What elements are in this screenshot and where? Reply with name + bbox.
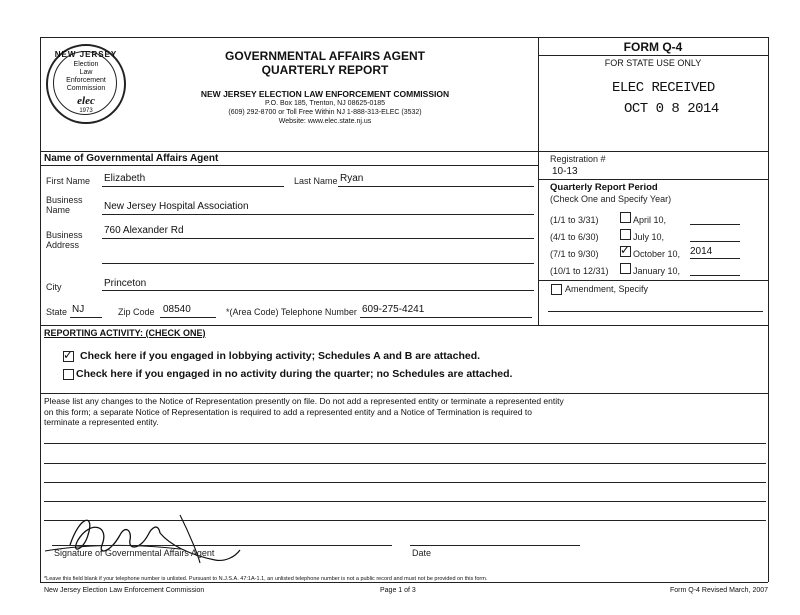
state-use-label: FOR STATE USE ONLY [604, 58, 702, 68]
registration-value[interactable]: 10-13 [552, 166, 578, 177]
business-address-label-2: Address [46, 240, 80, 250]
amendment-label: Amendment, Specify [565, 284, 649, 294]
first-name-value[interactable]: Elizabeth [104, 173, 146, 184]
period-year-line-q1 [690, 224, 740, 225]
city-line [102, 290, 534, 291]
zip-line [160, 317, 216, 318]
lobbying-activity-check-mark: ✓ [63, 348, 74, 362]
agency-address: P.O. Box 185, Trenton, NJ 08625-0185 [264, 100, 386, 107]
footer-note: *Leave this field blank if your telephone number is unlisted. Pursuant to N.J.S.A. 47:1A-1.1, an unlisted telephone number is not a public record and must not be provided on this form. [44, 576, 488, 582]
seal-line4: Commission [66, 85, 106, 92]
zip-value[interactable]: 08540 [163, 304, 191, 315]
business-name-label-1: Business [46, 195, 83, 205]
no-activity-checkbox[interactable] [63, 369, 74, 380]
registration-label: Registration # [550, 154, 606, 164]
agent-section-title-line [40, 165, 538, 166]
last-name-value[interactable]: Ryan [340, 173, 364, 184]
seal-year: 1973 [79, 108, 93, 114]
period-year-line-q2 [690, 241, 740, 242]
seal-top-text: NEW JERSEY [54, 50, 118, 59]
received-stamp-line2: OCT 0 8 2014 [624, 101, 719, 117]
footer-right: Form Q-4 Revised March, 2007 [670, 587, 769, 594]
header-divider [538, 37, 539, 325]
period-due-q3: October 10, [633, 249, 681, 259]
business-address-label-1: Business [46, 230, 83, 240]
header-bottom-line [40, 151, 768, 152]
state-value[interactable]: NJ [72, 304, 85, 315]
seal-line2: Law [79, 69, 93, 76]
elec-seal [46, 44, 126, 124]
last-name-label: Last Name [294, 176, 338, 186]
agency-website: Website: www.elec.state.nj.us [278, 118, 372, 125]
agency-phone: (609) 292-8700 or Toll Free Within NJ 1-888-313-ELEC (3532) [228, 109, 422, 116]
seal-line1: Election [73, 61, 99, 68]
period-subtitle: (Check One and Specify Year) [550, 194, 672, 204]
footer-top-line [40, 582, 768, 583]
period-due-q2: July 10, [633, 232, 665, 242]
changes-line-4 [44, 501, 766, 502]
footer-center: Page 1 of 3 [380, 587, 416, 594]
seal-line3: Enforcement [66, 77, 106, 84]
business-address-value[interactable]: 760 Alexander Rd [104, 225, 184, 236]
business-address-line-1 [102, 238, 534, 239]
form-title: FORM Q-4 [623, 40, 683, 54]
info-bottom-line [40, 325, 768, 326]
signature-line [52, 545, 392, 546]
last-name-line [338, 186, 534, 187]
phone-label: *(Area Code) Telephone Number [226, 307, 357, 317]
amendment-checkbox[interactable] [551, 284, 562, 295]
period-year-line-q4 [690, 275, 740, 276]
top-border [40, 37, 768, 38]
first-name-label: First Name [46, 176, 91, 186]
period-checkbox-q4[interactable] [620, 263, 631, 274]
period-check-mark-q3: ✓ [620, 243, 631, 257]
activity-bottom-line [40, 393, 768, 394]
city-value[interactable]: Princeton [104, 278, 147, 289]
business-name-label-2: Name [46, 205, 71, 215]
period-year-q3[interactable]: 2014 [690, 246, 713, 257]
phone-line [360, 317, 532, 318]
business-name-value[interactable]: New Jersey Hospital Association [104, 201, 249, 212]
changes-line-1 [44, 443, 766, 444]
period-checkbox-q2[interactable] [620, 229, 631, 240]
state-label: State [46, 307, 68, 317]
report-title-line2: QUARTERLY REPORT [261, 63, 389, 77]
period-range-q1: (1/1 to 3/31) [550, 215, 599, 225]
footer-left: New Jersey Election Law Enforcement Commission [44, 587, 205, 594]
period-year-line-q3 [690, 258, 740, 259]
changes-line-3 [44, 482, 766, 483]
report-title-line1: GOVERNMENTAL AFFAIRS AGENT [224, 49, 425, 63]
city-label: City [46, 282, 62, 292]
changes-line-2 [44, 463, 766, 464]
right-border [768, 37, 769, 582]
left-border [40, 37, 41, 582]
agency-name: NEW JERSEY ELECTION LAW ENFORCEMENT COMMISSION [200, 89, 450, 99]
no-activity-label: Check here if you engaged in no activity during the quarter; no Schedules are attached. [76, 368, 513, 380]
business-name-line [102, 214, 534, 215]
agent-section-title: Name of Governmental Affairs Agent [44, 153, 219, 164]
business-address-line-2 [102, 263, 534, 264]
registration-line [538, 179, 768, 180]
period-range-q4: (10/1 to 12/31) [550, 266, 609, 276]
date-line [410, 545, 580, 546]
phone-value[interactable]: 609-275-4241 [362, 304, 425, 315]
changes-instructions: Please list any changes to the Notice of Representation presently on file. Do not add a represented entity or terminate a represented entity on this form; a separate Notice of Representation is required to add a represented entity and a Notice of Termination is required to terminate a represented entity. [44, 396, 564, 427]
period-title: Quarterly Report Period [550, 182, 658, 193]
zip-label: Zip Code [118, 307, 155, 317]
date-label: Date [412, 548, 432, 558]
activity-title: REPORTING ACTIVITY: (CHECK ONE) [44, 328, 206, 338]
first-name-line [102, 186, 284, 187]
period-bottom-line [538, 280, 768, 281]
signature-label: Signature of Governmental Affairs Agent [54, 548, 215, 558]
period-due-q4: January 10, [633, 266, 681, 276]
lobbying-activity-label: Check here if you engaged in lobbying activity; Schedules A and B are attached. [80, 350, 481, 362]
form-title-underline [538, 55, 768, 56]
seal-logo: elec [77, 95, 95, 107]
period-due-q1: April 10, [633, 215, 667, 225]
period-range-q3: (7/1 to 9/30) [550, 249, 599, 259]
period-range-q2: (4/1 to 6/30) [550, 232, 599, 242]
amendment-line [548, 311, 763, 312]
period-checkbox-q1[interactable] [620, 212, 631, 223]
received-stamp-line1: ELEC RECEIVED [612, 80, 715, 96]
state-line [70, 317, 102, 318]
